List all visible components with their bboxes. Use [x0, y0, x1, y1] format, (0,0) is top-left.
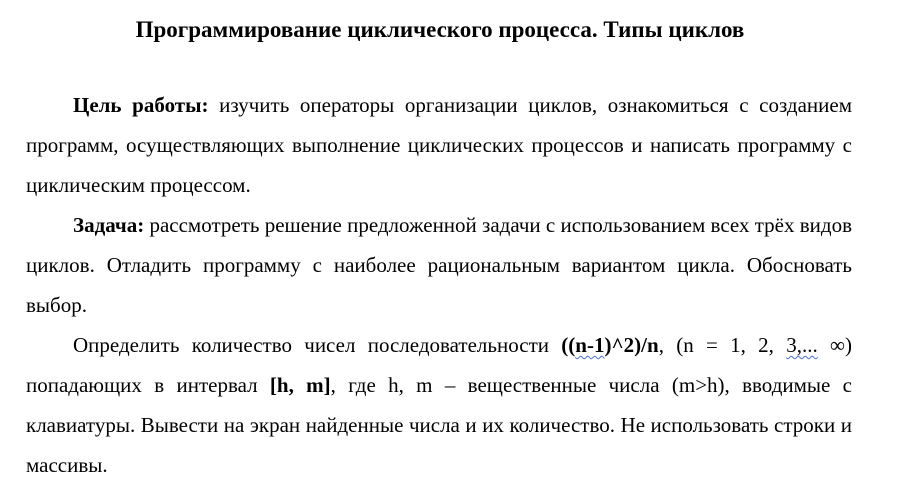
task-label: Задача:	[73, 213, 145, 237]
range-end: ∞) попадающих в интервал	[26, 333, 852, 397]
goal-text: изучить операторы организации циклов, ознакомиться с созданием программ, осуществляющих выполнение циклических процессов и написать программу с циклическим процессом.	[26, 93, 853, 197]
goal-paragraph	[26, 85, 852, 205]
formula-mid: )^2)/	[604, 333, 647, 357]
formula-n: n	[647, 333, 659, 357]
document-body	[26, 85, 852, 485]
interval: [h, m]	[269, 373, 331, 397]
goal-label: Цель работы:	[73, 93, 209, 117]
task-paragraph	[26, 205, 852, 325]
formula-n-minus-1: n-1	[575, 333, 605, 357]
task-text: рассмотреть решение предложенной задачи с использованием всех трёх видов циклов. Отладить программу с наиболее рациональным вариантом цикла. Обосновать выбор.	[26, 213, 852, 317]
problem-lead: Определить количество чисел последовательности	[73, 333, 562, 357]
page-title: Программирование циклического процесса. Типы циклов	[135, 17, 745, 42]
formula-open: ((	[561, 333, 576, 357]
range-tail: 3,...	[786, 333, 818, 357]
formula-sep: , (n = 1, 2,	[658, 333, 787, 357]
problem-rest: , где h, m – вещественные числа (m>h), вводимые с клавиатуры. Вывести на экран найденные числа и их количество. Не использовать строки и массивы.	[26, 373, 852, 477]
problem-paragraph	[26, 325, 852, 485]
